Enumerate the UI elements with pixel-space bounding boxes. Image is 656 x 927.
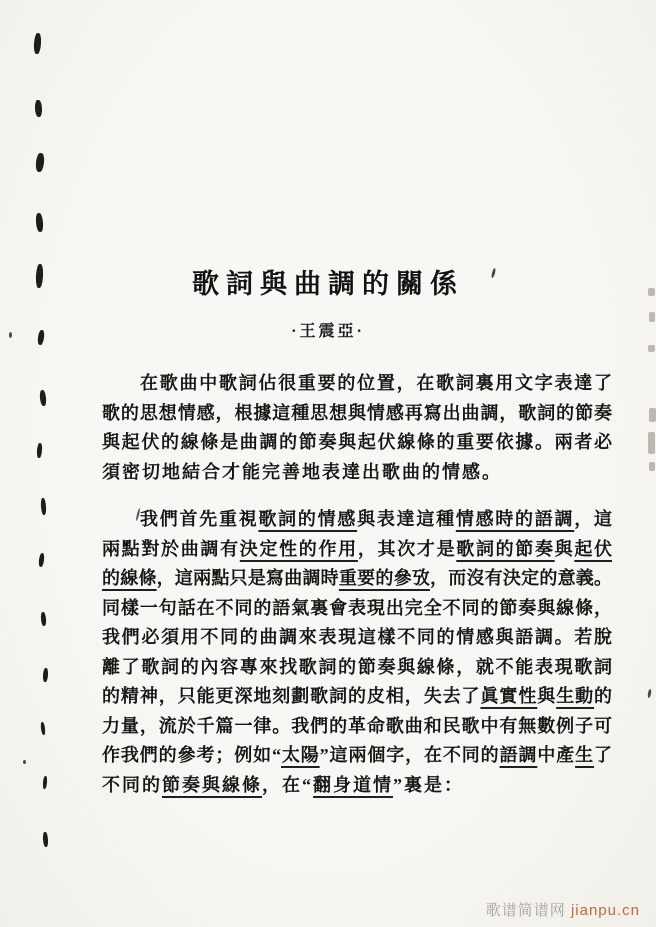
text-line: [102, 682, 612, 712]
edge-print-fragment: [649, 408, 656, 422]
text-line: [102, 771, 612, 801]
text-segment: 不同的: [102, 774, 162, 795]
ink-mark: [43, 668, 49, 682]
ink-mark: [42, 832, 48, 847]
watermark-site-url: jianpu.cn: [570, 902, 640, 919]
underlined-text: 重要的參攷: [338, 568, 431, 588]
text-segment: 須密切地結合才能完善地表達出歌曲的情感。: [102, 461, 502, 482]
text-segment: 與: [554, 538, 575, 559]
text-segment: 中產: [537, 745, 576, 765]
text-segment: 同樣一句話在不同的語氣裏會表現出完全不同的節奏與線條，: [102, 597, 612, 618]
text-segment: 兩點對於曲調有: [102, 538, 240, 559]
watermark: [486, 899, 640, 920]
text-line: [102, 505, 612, 535]
text-line: [102, 458, 612, 488]
article-author: ·王震亞·: [291, 323, 365, 340]
text-segment: ”這兩個字，在不同的: [319, 745, 500, 765]
text-segment: 了: [594, 745, 613, 765]
edge-print-fragment: [649, 462, 655, 471]
text-segment: 在歌曲中歌詞佔很重要的位置，在歌詞裏用文字表達了: [140, 373, 612, 393]
body-text: [102, 369, 612, 800]
text-line: [102, 623, 612, 653]
text-segment: ，這: [574, 509, 613, 529]
text-segment: ，這兩點只是寫曲調時: [156, 568, 339, 588]
paragraph: [102, 369, 612, 487]
text-segment: 與起伏的線條是曲調的節奏與起伏線條的重要依據。兩者必: [102, 432, 612, 452]
text-segment: 作我們的參考；例如“: [102, 745, 281, 765]
text-segment: ，而沒有決定的意義。: [430, 568, 613, 588]
text-line: [102, 564, 612, 594]
ink-mark: [35, 100, 43, 117]
text-segment: ”裏是：: [393, 774, 464, 795]
underlined-text: 歌詞的情感: [258, 509, 358, 529]
ink-mark: [40, 722, 46, 735]
underlined-text: 歌詞的節奏: [456, 538, 555, 559]
text-line: [102, 741, 612, 771]
text-line: [102, 653, 612, 683]
text-segment: 與: [537, 686, 557, 706]
underlined-text: 生: [575, 745, 595, 765]
watermark-site-name: 歌谱简谱网: [485, 902, 566, 919]
underlined-text: 起伏: [574, 538, 613, 559]
text-segment: 歌的思想情感，根據這種思想與情感再寫出曲調，歌詞的節奏: [102, 402, 612, 423]
underlined-text: 太陽: [281, 745, 320, 765]
text-line: [102, 399, 612, 429]
text-line: [102, 712, 612, 742]
text-segment: 我們必須用不同的曲調來表現這樣不同的情感與語調。若脫: [102, 627, 612, 647]
edge-print-fragment: [648, 345, 655, 352]
ink-speck: [647, 689, 652, 698]
underlined-text: 決定性的作用: [239, 538, 358, 559]
ink-mark: [39, 390, 47, 407]
text-line: [102, 369, 612, 399]
text-segment: ，其次才是: [357, 538, 457, 559]
text-segment: ，在“: [262, 774, 313, 795]
ink-mark: [42, 776, 47, 789]
text-segment: 力量，流於千篇一律。我們的革命歌曲和民歌中有無數例子可: [102, 715, 612, 736]
article-title: 歌詞與曲調的關係: [192, 269, 464, 299]
underlined-text: 眞實性: [480, 686, 538, 706]
text-line: [102, 428, 612, 458]
ink-mark: [36, 443, 42, 458]
underlined-text: 情感時的語調: [455, 509, 575, 529]
text-segment: 的精神，只能更深地刻劃歌詞的皮相，失去了: [102, 686, 481, 706]
underlined-text: 翻身道情: [313, 774, 393, 795]
ink-mark: [40, 498, 46, 515]
ink-mark: [33, 33, 41, 54]
ink-speck: [23, 760, 26, 764]
text-line: [102, 535, 612, 565]
underlined-text: 語調: [499, 745, 538, 765]
ink-mark: [38, 553, 45, 568]
ink-mark: [40, 612, 46, 626]
underlined-text: 的線條: [102, 568, 157, 588]
text-segment: 與表達這種: [357, 509, 456, 529]
underlined-text: 生動: [556, 686, 595, 706]
underlined-text: 節奏與線條: [162, 774, 262, 795]
edge-print-fragment: [648, 432, 655, 454]
text-segment: 的: [594, 686, 613, 706]
ink-mark: [35, 213, 44, 233]
text-segment: 我們首先重視: [140, 509, 259, 529]
ink-mark: [35, 153, 45, 173]
text-segment: 離了歌詞的內容專來找歌詞的節奏與線條，就不能表現歌詞: [102, 656, 612, 677]
text-line: [102, 594, 612, 624]
paragraph: [102, 505, 612, 800]
